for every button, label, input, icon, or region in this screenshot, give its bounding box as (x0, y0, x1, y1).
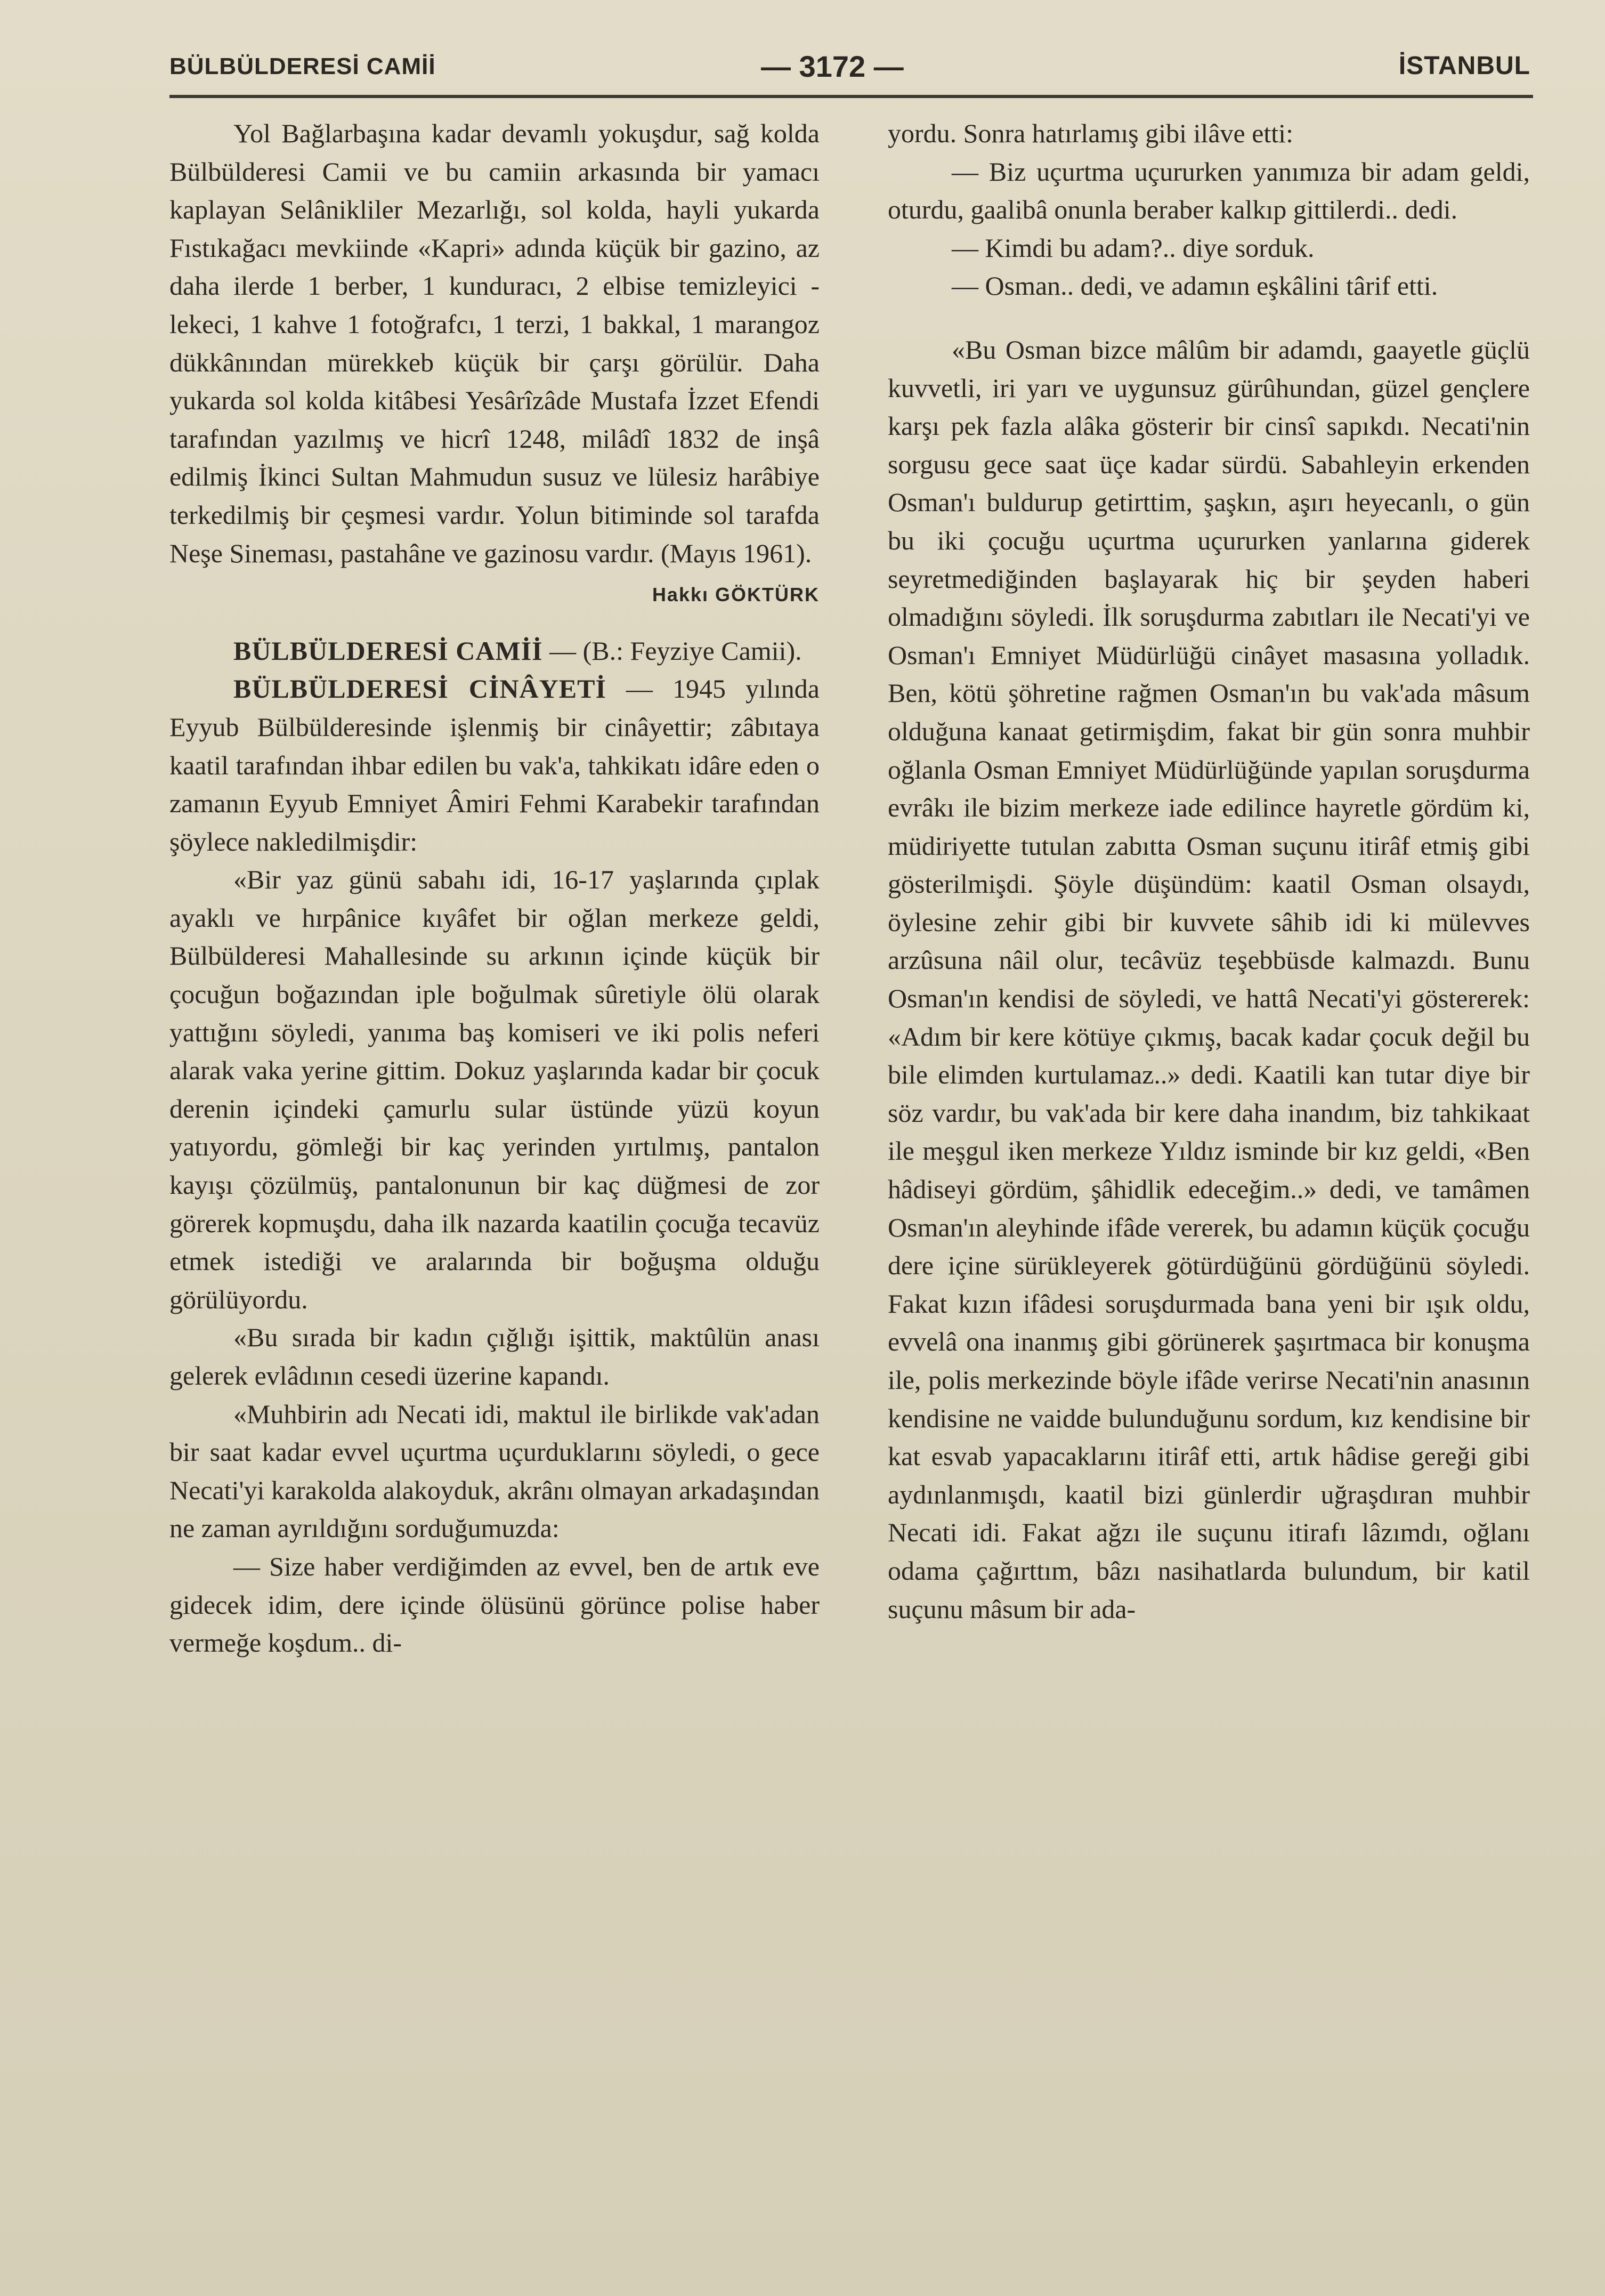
header-entry-title: BÜLBÜLDERESİ CAMİİ (169, 53, 436, 79)
entry-text: — (B.: Feyziye Camii). (542, 635, 802, 666)
author-signature: Hakkı GÖKTÜRK (652, 584, 820, 606)
paragraph: yordu. Sonra hatırlamış gibi ilâve etti: (888, 118, 1293, 148)
header-rule (169, 95, 1533, 98)
entry-text: — 1945 yılında Eyyub Bülbülderesinde işlenmiş bir cinâyettir; zâbıtaya kaatil tarafından ihbar edilen bu vak'a, tahkikatı idâre eden o zamanın Eyyub Emniyet Âmiri Fehmi Karabekir tarafından şöylece nakledilmişdir: (169, 674, 820, 856)
entry-bulbulderesi-camii (169, 632, 820, 670)
right-column (888, 115, 1530, 1628)
entry-bulbulderesi-cinayeti (169, 670, 820, 861)
paragraph: «Muhbirin adı Necati idi, maktul ile birlikde vak'adan bir saat kadar evvel uçurtma uçurduklarını söyledi, o gece Necati'yi karakolda alakoyduk, akrânı olmayan arkadaşından ne zaman ayrıldığını sorduğumuzda: (169, 1398, 820, 1543)
running-header (169, 33, 1530, 92)
left-column (169, 115, 820, 1662)
paragraph: — Biz uçurtma uçururken yanımıza bir adam geldi, oturdu, gaalibâ onunla beraber kalkıp gittilerdi.. dedi. (888, 156, 1530, 225)
paragraph: — Kimdi bu adam?.. diye sorduk. (952, 232, 1315, 263)
header-volume-title: İSTANBUL (1398, 52, 1530, 80)
paragraph: «Bu Osman bizce mâlûm bir adamdı, gaayetle güçlü kuvvetli, iri yarı ve uygunsuz gürûhundan, güzel gençlere karşı pek fazla alâka gösterir bir cinsî sapıkdı. Necati'nin sorgusu gece saat üçe kadar sürdü. Sabahleyin erkenden Osman'ı buldurup getirttim, şaşkın, aşırı heyecanlı, o gün bu iki çocuğu uçurtma uçururken yanlarına giderek seyretmediğinden başlayarak hiç bir şeyden haberi olmadığını söyledi. İlk soruşdurma zabıtları ile Necati'yi ve Osman'ı Emniyet Müdürlüğü cinâyet masasına yolladık. Ben, kötü şöhretine rağmen Osman'ın bu vak'ada mâsum olduğuna kanaat getirmişdim, fakat bir gün sonra muhbir oğlanla Osman Emniyet Müdürlüğünde yapılan soruşdurma evrâkı ile bizim merkeze iade edilince hayretle gördüm ki, müdiriyette tutulan zabıtta Osman suçunu itirâf etmiş gibi gösterilmişdi. Şöyle düşündüm: kaatil Osman olsaydı, öylesine zehir gibi bir kuvvete sâhib idi ki mülevves arzûsuna nâil olur, tecâvüz teşebbüsde kalmazdı. Bunu Osman'ın kendisi de söyledi, ve hattâ Necati'yi göstererek: «Adım bir kere kötüye çıkmış, bacak kadar çocuk değil bu bile elimden kurtulamaz..» dedi. Kaatili kan tutar diye bir söz vardır, bu vak'ada bir kere daha inandım, biz tahkikaat ile meşgul iken merkeze Yıldız isminde bir kız geldi, «Ben hâdiseyi gördüm, şâhidlik edeceğim..» dedi, ve tamâmen Osman'ın aleyhinde ifâde vererek, bu adamın küçük çocuğu dere içine sürükleyerek götürdüğünü gördüğünü söyledi. Fakat kızın ifâdesi soruşdurmada bana yeni bir ışık oldu, evvelâ ona inanmış gibi görünerek şaşırtmaca bir konuşma ile, polis merkezinde böyle ifâde verirse Necati'nin anasının kendisine ne vaidde bulunduğunu sordum, kız kendisine bir kat esvab yapacaklarını itirâf etti, artık hâdise gereği gibi aydınlanmışdı, kaatil bizi günlerdir uğraşdıran muhbir Necati idi. Fakat ağzı ile suçunu itirafı lâzımdı, oğlanı odama çağırttım, bâzı nasihatlarda bulundum, bir katil suçunu mâsum bir ada- (888, 334, 1530, 1624)
entry-title: BÜLBÜLDERESİ CİNÂYETİ (233, 674, 606, 704)
paragraph: — Osman.. dedi, ve adamın eşkâlini târif etti. (952, 271, 1438, 301)
paragraph: — Size haber verdiğimden az evvel, ben de artık eve gidecek idim, dere içinde ölüsünü görünce polise haber vermeğe koşdum.. di- (169, 1551, 820, 1658)
entry-title: BÜLBÜLDERESİ CAMİİ (233, 635, 543, 666)
paragraph: «Bir yaz günü sabahı idi, 16-17 yaşlarında çıplak ayaklı ve hırpânice kıyâfet bir oğlan merkeze geldi, Bülbülderesi Mahallesinde su arkının içinde küçük bir çocuğun boğazından iple boğulmak sûretiyle ölü olarak yattığını söyledi, yanıma baş komiseri ve iki polis neferi alarak vaka yerine gittim. Dokuz yaşlarında kadar bir çocuk derenin içindeki çamurlu sular üstünde yüzü koyun yatıyordu, gömleği bir kaç yerinden yırtılmış, pantalon kayışı çözülmüş, pantalonunun bir kaç düğmesi de zor görerek kopmuşdu, daha ilk nazarda kaatilin çocuğa tecavüz etmek istediği ve aralarında bir boğuşma olduğu görülüyordu. (169, 864, 820, 1314)
paragraph: «Bu sırada bir kadın çığlığı işittik, maktûlün anası gelerek evlâdının cesedi üzerine kapandı. (169, 1322, 820, 1390)
paragraph: Yol Bağlarbaşına kadar devamlı yokuşdur, sağ kolda Bülbülderesi Camii ve bu camiin arkasında bir yamacı kaplayan Selânikliler Mezarlığı, sol kolda, hayli yukarda Fıstıkağacı mevkiinde «Kapri» adında küçük bir gazino, az daha ilerde 1 berber, 1 kunduracı, 2 elbise temizleyici - lekeci, 1 kahve 1 fotoğrafcı, 1 terzi, 1 bakkal, 1 marangoz dükkânından mürekkeb küçük bir çarşı görülür. Daha yukarda sol kolda kitâbesi Yesârîzâde Mustafa İzzet Efendi tarafından yazılmış ve hicrî 1248, milâdî 1832 de inşâ edilmiş İkinci Sultan Mahmudun susuz ve lülesiz harâbiye terkedilmiş bir çeşmesi vardır. Yolun bitiminde sol tarafda Neşe Sineması, pastahâne ve gazinosu vardır. (Mayıs 1961). (169, 118, 820, 568)
page-number: — 3172 — (761, 50, 904, 83)
